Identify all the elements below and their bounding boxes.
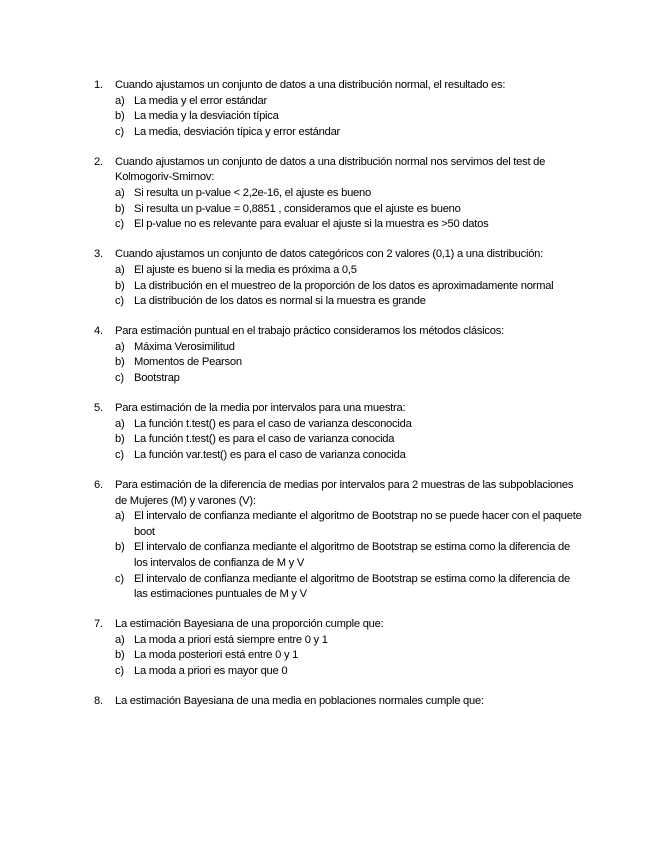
question-list — [94, 78, 584, 724]
option-text: Máxima Verosimilitud — [134, 340, 235, 353]
option-text: El intervalo de confianza mediante el algoritmo de Bootstrap se estima como la diferencia de las estimaciones puntuales de M y V — [134, 572, 570, 601]
option-letter: b) — [115, 202, 125, 215]
option-text: La media, desviación típica y error estándar — [134, 125, 341, 138]
option-letter: a) — [115, 187, 125, 200]
option-a — [115, 263, 584, 279]
option-text: La función var.test() es para el caso de varianza conocida — [134, 448, 406, 461]
option-letter: c) — [115, 665, 124, 677]
option-letter: c) — [115, 295, 124, 308]
option-text: El intervalo de confianza mediante el algoritmo de Bootstrap se estima como la diferencia de los intervalos de confianza de M y V — [134, 541, 570, 569]
question-4 — [94, 324, 584, 386]
option-a — [115, 186, 584, 202]
option-text: La moda posteriori está entre 0 y 1 — [134, 649, 299, 662]
option-text: El ajuste es bueno si la media es próxima a 0,5 — [134, 263, 357, 276]
option-letter: a) — [115, 263, 125, 276]
option-list — [115, 340, 584, 387]
question-text: Cuando ajustamos un conjunto de datos categóricos con 2 valores (0,1) a una distribución: — [115, 248, 544, 261]
option-letter: b) — [115, 279, 125, 292]
option-list — [115, 94, 584, 141]
question-2 — [94, 155, 584, 233]
option-text: Bootstrap — [134, 372, 180, 384]
question-3 — [94, 247, 584, 309]
option-a — [115, 633, 584, 649]
option-a — [115, 509, 584, 540]
question-8 — [94, 694, 584, 710]
option-text: La función t.test() es para el caso de varianza conocida — [134, 433, 395, 446]
option-c — [115, 371, 584, 387]
option-text: Si resulta un p-value = 0,8851 , consideramos que el ajuste es bueno — [134, 202, 461, 215]
question-6 — [94, 478, 584, 603]
option-a — [115, 417, 584, 433]
option-b — [115, 109, 584, 125]
question-text: La estimación Bayesiana de una media en poblaciones normales cumple que: — [115, 695, 484, 708]
option-letter: a) — [115, 340, 125, 353]
option-list — [115, 417, 584, 464]
option-text: La distribución en el muestreo de la proporción de los datos es aproximadamente normal — [134, 279, 554, 292]
question-number: 5. — [94, 402, 103, 415]
question-number: 4. — [94, 325, 103, 338]
option-c — [115, 217, 584, 233]
option-letter: c) — [115, 448, 124, 461]
question-text: Para estimación de la diferencia de medias por intervalos para 2 muestras de las subpoblaciones de Mujeres (M) y varones (V): — [115, 478, 574, 507]
option-text: Si resulta un p-value < 2,2e-16, el ajuste es bueno — [134, 187, 371, 200]
option-letter: b) — [115, 356, 125, 369]
option-b — [115, 540, 584, 571]
option-letter: c) — [115, 372, 124, 384]
option-b — [115, 355, 584, 371]
option-list — [115, 633, 584, 680]
option-text: La media y la desviación típica — [134, 110, 279, 123]
question-1 — [94, 78, 584, 140]
question-number: 2. — [94, 155, 103, 168]
option-text: La moda a priori es mayor que 0 — [134, 665, 288, 677]
option-text: La función t.test() es para el caso de varianza desconocida — [134, 417, 412, 430]
option-letter: c) — [115, 218, 124, 231]
option-c — [115, 664, 584, 680]
option-letter: b) — [115, 110, 125, 123]
question-5 — [94, 401, 584, 463]
option-a — [115, 340, 584, 356]
question-number: 8. — [94, 695, 103, 708]
question-7 — [94, 617, 584, 679]
question-text: Para estimación de la media por intervalos para una muestra: — [115, 402, 406, 415]
question-text: Para estimación puntual en el trabajo práctico consideramos los métodos clásicos: — [115, 325, 504, 338]
question-text: Cuando ajustamos un conjunto de datos a una distribución normal, el resultado es: — [115, 79, 506, 91]
question-number: 1. — [94, 79, 103, 91]
option-text: La distribución de los datos es normal si la muestra es grande — [134, 295, 426, 308]
option-c — [115, 125, 584, 141]
option-letter: a) — [115, 417, 125, 430]
question-number: 6. — [94, 478, 103, 491]
option-text: La media y el error estándar — [134, 94, 267, 107]
option-text: El p-value no es relevante para evaluar el ajuste si la muestra es >50 datos — [134, 218, 489, 231]
option-letter: a) — [115, 633, 125, 646]
option-letter: a) — [115, 510, 125, 523]
option-c — [115, 448, 584, 464]
option-b — [115, 202, 584, 218]
option-b — [115, 648, 584, 664]
option-a — [115, 94, 584, 110]
option-b — [115, 279, 584, 295]
option-text: La moda a priori está siempre entre 0 y 1 — [134, 633, 328, 646]
option-list — [115, 186, 584, 233]
option-letter: b) — [115, 433, 125, 446]
option-letter: b) — [115, 541, 125, 554]
question-text: Cuando ajustamos un conjunto de datos a una distribución normal nos servimos del test de Kolmogoriv-Smirnov: — [115, 155, 546, 184]
option-letter: a) — [115, 94, 125, 107]
question-text: La estimación Bayesiana de una proporción cumple que: — [115, 618, 384, 631]
option-letter: b) — [115, 649, 125, 662]
option-letter: c) — [115, 125, 124, 138]
option-text: El intervalo de confianza mediante el algoritmo de Bootstrap no se puede hacer con el paquete boot — [134, 510, 582, 538]
option-c — [115, 294, 584, 310]
option-letter: c) — [115, 572, 124, 585]
option-list — [115, 509, 584, 603]
option-c — [115, 572, 584, 603]
option-text: Momentos de Pearson — [134, 356, 242, 369]
question-number: 7. — [94, 618, 103, 631]
option-b — [115, 432, 584, 448]
option-list — [115, 263, 584, 310]
question-number: 3. — [94, 248, 103, 261]
